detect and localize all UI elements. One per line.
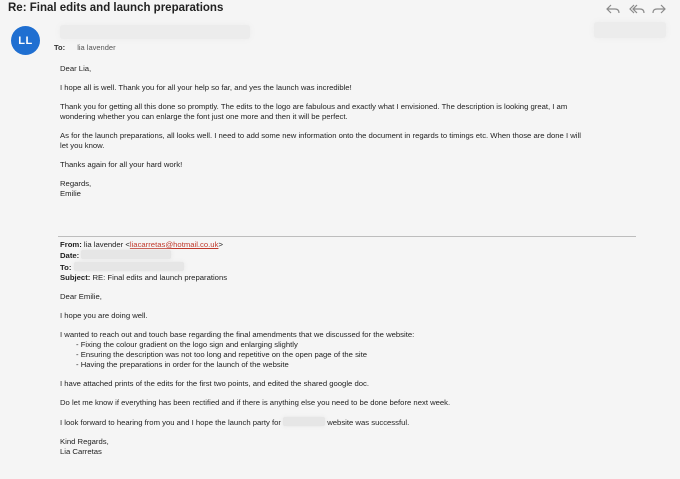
quoted-paragraph-4: Do let me know if everything has been rectified and if there is anything else you need to be done before next week. bbox=[60, 398, 451, 408]
quoted-from-close: > bbox=[218, 240, 223, 249]
quoted-to bbox=[60, 262, 640, 273]
paragraph-2-line-1: Thank you for getting all this done so promptly. The edits to the logo are fabulous and exactly what I envisioned. The description is looking great, I am bbox=[60, 101, 568, 111]
quote-divider bbox=[58, 236, 636, 237]
quoted-from bbox=[60, 240, 640, 250]
sender-redacted bbox=[60, 25, 250, 39]
quoted-date-redacted bbox=[81, 250, 171, 259]
paragraph-2 bbox=[60, 102, 640, 123]
signature-name: Emilie bbox=[60, 189, 81, 199]
quoted-date bbox=[60, 250, 640, 261]
quoted-subject-label: Subject: bbox=[60, 272, 91, 282]
email-body bbox=[60, 64, 640, 200]
message-actions bbox=[606, 3, 666, 15]
to-label: To: bbox=[54, 43, 66, 52]
email-subject: Re: Final edits and launch preparations bbox=[8, 2, 224, 14]
quoted-subject-value: RE: Final edits and launch preparations bbox=[92, 272, 228, 282]
paragraph-4: Thanks again for all your hard work! bbox=[60, 160, 183, 170]
quoted-from-label: From: bbox=[60, 240, 82, 249]
quoted-signoff: Kind Regards, bbox=[60, 437, 109, 447]
quoted-subject bbox=[60, 273, 640, 283]
quoted-to-label: To: bbox=[60, 262, 72, 272]
paragraph-2-line-2: wondering whether you can enlarge the font just one more and then it will be perfect. bbox=[60, 112, 348, 122]
list-item: - Ensuring the description was not too long and repetitive on the open page of the site bbox=[76, 350, 640, 360]
date-redacted bbox=[594, 22, 666, 38]
quoted-paragraph-5 bbox=[60, 417, 640, 428]
reply-all-icon[interactable] bbox=[629, 3, 643, 15]
quoted-paragraph-5-start: I look forward to hearing from you and I hope the launch party for bbox=[60, 418, 281, 428]
quoted-site-name-redacted bbox=[283, 417, 325, 426]
greeting: Dear Lia, bbox=[60, 64, 92, 73]
quoted-date-label: Date: bbox=[60, 251, 80, 261]
quoted-paragraph-3: I have attached prints of the edits for the first two points, and edited the shared google doc. bbox=[60, 379, 369, 389]
quoted-paragraph-1: I hope you are doing well. bbox=[60, 310, 148, 320]
forward-icon[interactable] bbox=[652, 3, 666, 15]
quoted-from-email-link[interactable]: liacarretas@hotmail.co.uk bbox=[129, 240, 219, 249]
paragraph-3-line-2: let you know. bbox=[60, 141, 105, 151]
quoted-paragraph-2: I wanted to reach out and touch base regarding the final amendments that we discussed for the website: bbox=[60, 329, 415, 339]
reply-icon[interactable] bbox=[606, 3, 620, 15]
avatar: LL bbox=[11, 26, 40, 55]
paragraph-3-line-1: As for the launch preparations, all looks well. I need to add some new information onto the document in regards to timings etc. When those are done I will bbox=[60, 130, 581, 140]
list-item: - Having the preparations in order for the launch of the website bbox=[76, 360, 640, 370]
quoted-message bbox=[60, 240, 640, 458]
quoted-greeting: Dear Emilie, bbox=[60, 291, 102, 301]
recipient-line bbox=[54, 43, 116, 52]
to-value[interactable]: lia lavender bbox=[77, 43, 116, 52]
quoted-paragraph-5-end: website was successful. bbox=[327, 418, 410, 428]
quoted-from-name: lia lavender < bbox=[83, 240, 130, 249]
signoff: Regards, bbox=[60, 179, 92, 189]
quoted-to-redacted bbox=[74, 262, 184, 271]
paragraph-3 bbox=[60, 131, 640, 152]
list-item: - Fixing the colour gradient on the logo sign and enlarging slightly bbox=[76, 340, 640, 350]
paragraph-1: I hope all is well. Thank you for all your help so far, and yes the launch was incredible! bbox=[60, 82, 352, 92]
quoted-bullet-list bbox=[60, 340, 640, 371]
quoted-signature-name: Lia Carretas bbox=[60, 447, 102, 457]
